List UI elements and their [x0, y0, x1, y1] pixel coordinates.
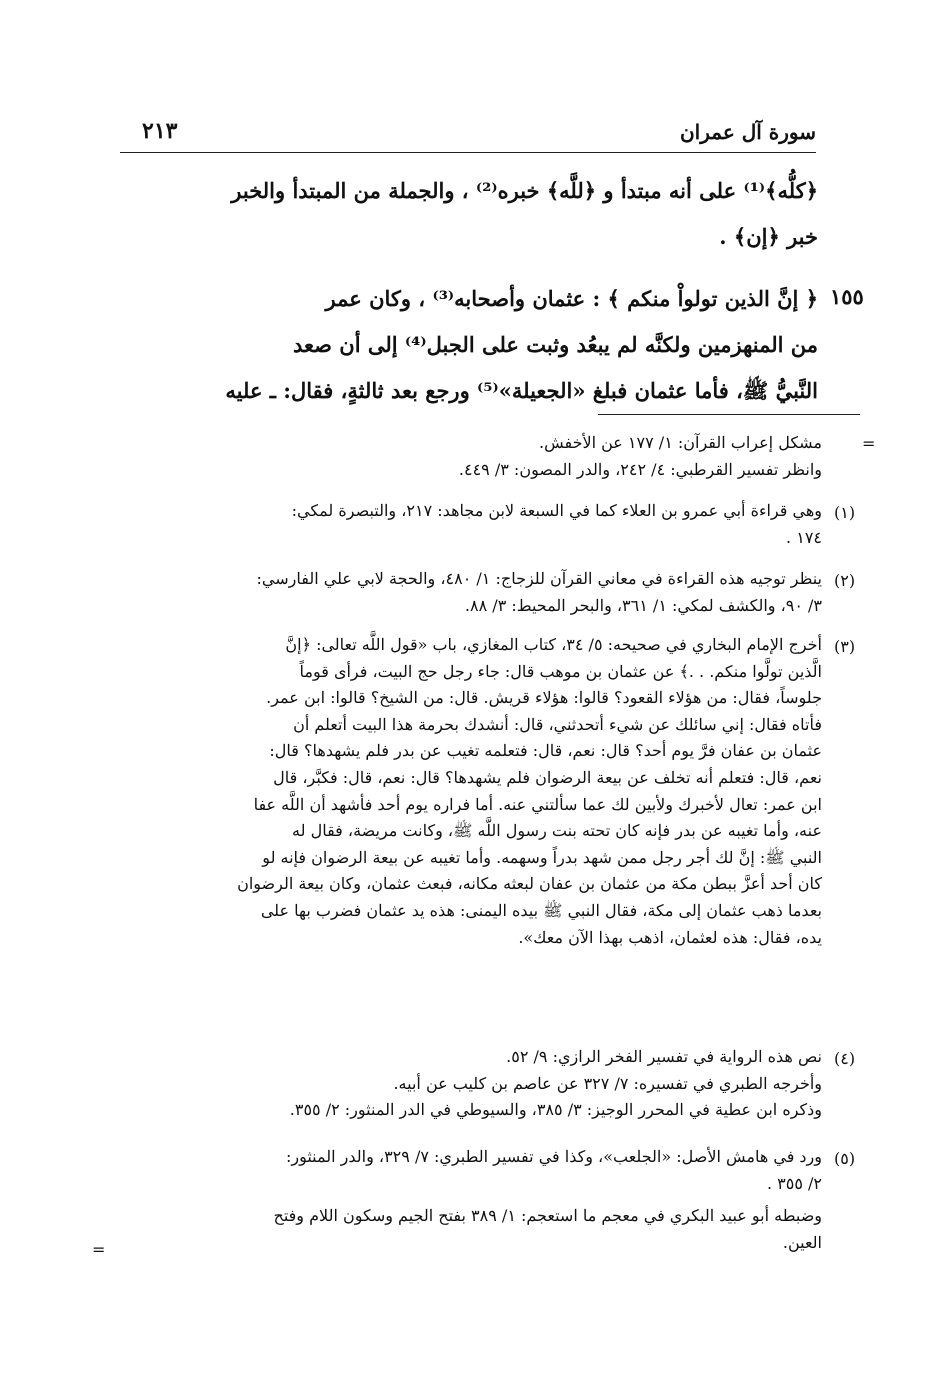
footnote-line: ١٧٤ .: [786, 527, 822, 547]
footnote-4-number: (٤): [834, 1049, 856, 1068]
commentary-paragraph-2: [118, 276, 818, 414]
footnote-separator: [598, 414, 860, 415]
footnote-line: بعدما ذهب عثمان إلى مكة، فقال النبي ﷺ بيده اليمنى: هذه يد عثمان فضرب بها على: [260, 900, 822, 920]
footnote-line: ورد في هامش الأصل: «الجلعب»، وكذا في تفسير الطبري: ٧/ ٣٢٩، والدر المنثور:: [285, 1147, 822, 1166]
footnote-line: النبي ﷺ: إنَّ لك أجر رجل ممن شهد بدراً وسهمه. وأما تغيبه عن بيعة الرضوان فإنه لو: [262, 847, 822, 867]
footnote-line: ٣/ ٩٠، والكشف لمكي: ١/ ٣٦١، والبحر المحيط: ٣/ ٨٨.: [464, 595, 822, 615]
footnote-continued: [112, 430, 822, 483]
continuation-marker-next: =: [92, 1240, 106, 1259]
main-line: النَّبيُّ ﷺ، فأما عثمان فبلغ «الجعيلة»⁽⁵⁾ ورجع بعد ثالثةٍ، فقال: ـ عليه: [225, 378, 818, 403]
footnote-1-number: (١): [834, 503, 856, 522]
page-number: ٢١٣: [142, 118, 178, 144]
footnote-2-number: (٢): [834, 571, 856, 590]
footnote-5-number: (٥): [834, 1149, 856, 1168]
footnote-line: العين.: [782, 1232, 822, 1252]
footnote-3-number: (٣): [834, 637, 856, 656]
footnote-line: وانظر تفسير القرطبي: ٤/ ٢٤٢، والدر المصون: ٣/ ٤٤٩.: [458, 459, 822, 479]
continuation-marker: =: [862, 434, 876, 453]
footnote-line: وذكره ابن عطية في المحرر الوجيز: ٣/ ٣٨٥، والسيوطي في الدر المنثور: ٢/ ٣٥٥.: [289, 1100, 822, 1120]
footnote-1: [112, 498, 822, 551]
footnote-line: وضبطه أبو عبيد البكري في معجم ما استعجم: ١/ ٣٨٩ بفتح الجيم وسكون اللام وفتح: [273, 1206, 822, 1226]
footnote-line: ابن عمر: تعال لأخبرك ولأبين لك عما سألتني عنه. أما فراره يوم أحد فأشهد أن اللَّه عفا: [253, 794, 822, 814]
footnote-line: فأتاه فقال: إني سائلك عن شيء أتحدثني، قال: أنشدك بحرمة هذا البيت أتعلم أن: [293, 714, 822, 734]
main-line: من المنهزمين ولكنَّه لم يبعُد وثبت على الجبل⁽⁴⁾ إلى أن صعد: [293, 332, 818, 357]
footnote-line: يده، فقال: هذه لعثمان، اذهب بهذا الآن معك».: [518, 927, 822, 947]
footnote-5: [112, 1144, 822, 1256]
footnote-4: [112, 1044, 822, 1124]
footnote-line: ٢/ ٣٥٥ .: [766, 1173, 822, 1193]
footnote-line: ينظر توجيه هذه القراءة في معاني القرآن للزجاج: ١/ ٤٨٠، والحجة لابي علي الفارسي:: [256, 569, 822, 588]
footnote-line: مشكل إعراب القرآن: ١/ ١٧٧ عن الأخفش.: [538, 433, 822, 452]
footnote-line: وهي قراءة أبي عمرو بن العلاء كما في السبعة لابن مجاهد: ٢١٧، والتبصرة لمكي:: [291, 501, 822, 520]
footnote-line: جلوساً، فقال: من هؤلاء القعود؟ قالوا: هؤلاء قريش. قال: من الشيخ؟ قالوا: ابن عمر.: [266, 688, 822, 708]
footnote-3: [112, 632, 822, 951]
footnote-line: عثمان بن عفان فرَّ يوم أحد؟ قال: نعم، قال: فتعلمه تغيب عن بدر فلم يشهدها؟ قال:: [269, 741, 822, 761]
surah-title: سورة آل عمران: [679, 120, 816, 144]
footnote-line: أخرج الإمام البخاري في صحيحه: ٥/ ٣٤، كتاب المغازي، باب «قول اللَّه تعالى: ﴿إنَّ: [285, 635, 822, 654]
footnote-line: عنه، وأما تغيبه عن بدر فإنه كان تحته بنت رسول اللَّه ﷺ، وكانت مريضة، فقال له: [292, 821, 822, 841]
running-header: [120, 116, 816, 153]
footnote-line: كان أحد أعزَّ ببطن مكة من عثمان بن عفان لبعثه مكانه، فبعث عثمان، وكان بيعة الرضوان: [237, 874, 822, 894]
footnote-2: [112, 566, 822, 619]
footnote-line: الَّذين تولَّوا منكم. . .﴾ عن عثمان بن موهب قال: جاء رجل حج البيت، فرأى قوماً: [299, 661, 822, 681]
footnote-line: وأخرجه الطبري في تفسيره: ٧/ ٣٢٧ عن عاصم بن كليب عن أبيه.: [393, 1073, 822, 1093]
main-line: ﴿ إنَّ الذين تولواْ منكم ﴾ : عثمان وأصحابه⁽³⁾ ، وكان عمر: [325, 286, 818, 311]
footnote-line: نعم، قال: فتعلم أنه تخلف عن بيعة الرضوان فلم يشهدها؟ قال: نعم، قال: فكبَّر، قال: [273, 767, 822, 787]
footnote-line: نص هذه الرواية في تفسير الفخر الرازي: ٩/ ٥٢.: [506, 1047, 822, 1066]
main-line: خبر ﴿إن﴾ .: [719, 224, 818, 249]
main-line: ﴿كلُّه﴾⁽¹⁾ على أنه مبتدأ و ﴿للَّه﴾ خبره⁽²⁾ ، والجملة من المبتدأ والخبر: [231, 178, 818, 203]
verse-number: ١٥٥: [830, 284, 864, 309]
commentary-paragraph-1: [118, 168, 818, 260]
